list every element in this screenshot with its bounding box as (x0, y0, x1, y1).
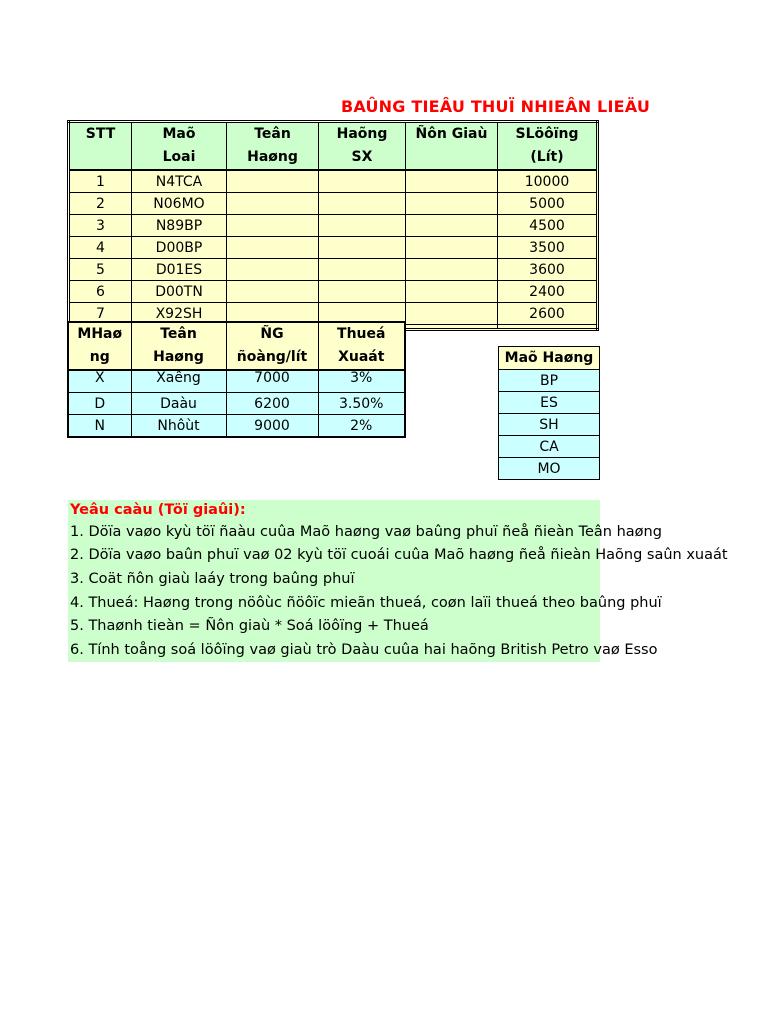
sheet-title: BAÛNG TIEÂU THUÏ NHIEÂN LIEÄU (341, 97, 651, 116)
cell-don-gia[interactable]: 9000 (226, 415, 318, 438)
cell-ten-hang[interactable] (227, 193, 319, 215)
cell-stt[interactable]: 3 (69, 215, 132, 237)
table-row (499, 458, 600, 480)
code-header-row (499, 347, 600, 370)
cell-don-gia[interactable] (406, 237, 498, 259)
requirement-item[interactable]: 3. Coät ñôn giaù laáy trong baûng phuï (70, 571, 355, 587)
table-row (69, 281, 598, 303)
table-row (69, 170, 598, 193)
cell-hang-sx[interactable] (319, 259, 406, 281)
header-ma-loai[interactable]: Maõ Loai (132, 122, 227, 171)
cell-thue-xuat[interactable]: 3.50% (318, 393, 405, 415)
table-row (499, 414, 600, 436)
cell-ma-loai[interactable]: N4TCA (132, 170, 227, 193)
cell-ten-hang[interactable] (227, 281, 319, 303)
cell-so-luong[interactable]: 2600 (498, 303, 598, 325)
cell-hang-sx[interactable] (319, 193, 406, 215)
cell-hang-sx[interactable] (319, 170, 406, 193)
cell-ma-hang[interactable]: N (68, 415, 131, 438)
cell-ten-hang[interactable]: Daàu (131, 393, 226, 415)
lookup-header-row (68, 322, 405, 370)
cell-don-gia[interactable]: 6200 (226, 393, 318, 415)
cell-thue-xuat[interactable]: 2% (318, 415, 405, 438)
header-don-gia[interactable]: Ñôn Giaù (406, 122, 498, 171)
cell-stt[interactable]: 4 (69, 237, 132, 259)
cell-code[interactable]: ES (499, 392, 600, 414)
header-so-luong[interactable]: SLöôïng (Lít) (498, 122, 598, 171)
header-ma-hang[interactable]: Maõ Haøng (499, 347, 600, 370)
cell-thue-xuat[interactable]: 3% (318, 370, 405, 393)
cell-so-luong[interactable]: 4500 (498, 215, 598, 237)
cell-hang-sx[interactable] (319, 281, 406, 303)
table-row (499, 436, 600, 458)
cell-ma-loai[interactable]: D01ES (132, 259, 227, 281)
cell-code[interactable]: BP (499, 370, 600, 392)
cell-ma-hang[interactable]: X (68, 370, 131, 393)
table-row (69, 193, 598, 215)
table-row (69, 215, 598, 237)
cell-stt[interactable]: 6 (69, 281, 132, 303)
cell-so-luong[interactable]: 3500 (498, 237, 598, 259)
cell-so-luong[interactable]: 2400 (498, 281, 598, 303)
cell-ma-loai[interactable]: D00BP (132, 237, 227, 259)
main-table (67, 120, 599, 331)
requirement-item[interactable]: 1. Döïa vaøo kyù töï ñaàu cuûa Maõ haøng vaø baûng phuï ñeå ñieàn Teân haøng (70, 524, 662, 540)
cell-don-gia[interactable] (406, 215, 498, 237)
cell-don-gia[interactable]: 7000 (226, 370, 318, 393)
cell-ma-loai[interactable]: D00TN (132, 281, 227, 303)
main-table-header-row (69, 122, 598, 171)
cell-ten-hang[interactable]: Nhôùt (131, 415, 226, 438)
cell-code[interactable]: CA (499, 436, 600, 458)
cell-don-gia[interactable] (406, 259, 498, 281)
requirement-item[interactable]: 5. Thaønh tieàn = Ñôn giaù * Soá löôïng + Thueá (70, 618, 429, 634)
table-row (499, 370, 600, 392)
header-stt[interactable]: STT (69, 122, 132, 171)
header-ten-hang[interactable]: Teân Haøng (227, 122, 319, 171)
table-row (69, 237, 598, 259)
cell-ma-loai[interactable]: N89BP (132, 215, 227, 237)
cell-hang-sx[interactable] (319, 215, 406, 237)
table-row (68, 370, 405, 393)
code-table (498, 346, 600, 480)
cell-ma-loai[interactable]: X92SH (132, 303, 227, 325)
cell-empty[interactable] (498, 325, 598, 330)
cell-so-luong[interactable]: 5000 (498, 193, 598, 215)
cell-ten-hang[interactable]: Xaêng (131, 370, 226, 393)
requirements-title[interactable]: Yeâu caàu (Töï giaûi): (70, 502, 246, 518)
requirement-item[interactable]: 2. Döïa vaøo baûn phuï vaø 02 kyù töï cuoái cuûa Maõ haøng ñeå ñieàn Haõng saûn xuaát (70, 547, 728, 563)
header-don-gia[interactable]: ÑG ñoàng/lít (226, 322, 318, 370)
cell-stt[interactable]: 2 (69, 193, 132, 215)
header-thue-xuat[interactable]: Thueá Xuaát (318, 322, 405, 370)
table-row (68, 415, 405, 438)
cell-ma-loai[interactable]: N06MO (132, 193, 227, 215)
cell-ten-hang[interactable] (227, 237, 319, 259)
cell-so-luong[interactable]: 10000 (498, 170, 598, 193)
table-row (68, 393, 405, 415)
cell-stt[interactable]: 5 (69, 259, 132, 281)
cell-ten-hang[interactable] (227, 259, 319, 281)
cell-ten-hang[interactable] (227, 215, 319, 237)
cell-empty[interactable] (406, 325, 498, 330)
cell-code[interactable]: MO (499, 458, 600, 480)
cell-don-gia[interactable] (406, 281, 498, 303)
header-ten-hang[interactable]: Teân Haøng (131, 322, 226, 370)
header-hang-sx[interactable]: Haõng SX (319, 122, 406, 171)
cell-don-gia[interactable] (406, 303, 498, 325)
cell-don-gia[interactable] (406, 170, 498, 193)
lookup-table (67, 321, 406, 438)
table-row (69, 259, 598, 281)
cell-so-luong[interactable]: 3600 (498, 259, 598, 281)
cell-don-gia[interactable] (406, 193, 498, 215)
cell-hang-sx[interactable] (319, 237, 406, 259)
cell-ma-hang[interactable]: D (68, 393, 131, 415)
cell-ten-hang[interactable] (227, 170, 319, 193)
cell-stt[interactable]: 7 (69, 303, 132, 325)
requirement-item[interactable]: 6. Tính toång soá löôïng vaø giaù trò Daàu cuûa hai haõng British Petro vaø Esso (70, 642, 658, 658)
requirements-block (68, 500, 728, 662)
table-row (499, 392, 600, 414)
requirement-item[interactable]: 4. Thueá: Haøng trong nöôùc ñöôïc mieãn thueá, coøn laïi thueá theo baûng phuï (70, 595, 662, 611)
header-ma-hang[interactable]: MHaø ng (68, 322, 131, 370)
cell-code[interactable]: SH (499, 414, 600, 436)
cell-stt[interactable]: 1 (69, 170, 132, 193)
